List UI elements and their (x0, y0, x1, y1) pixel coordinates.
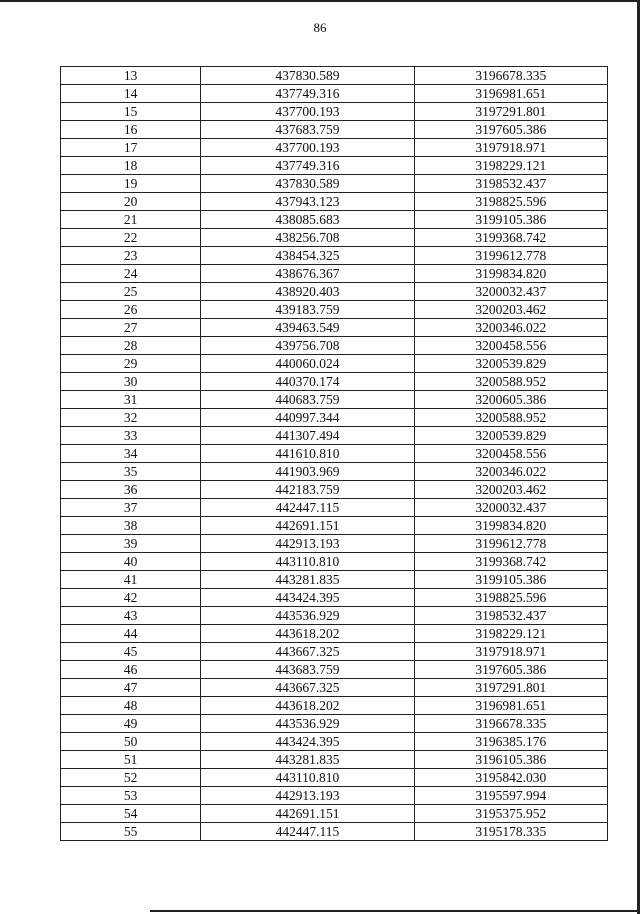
y-coordinate-cell: 3195842.030 (414, 769, 607, 787)
table-row (61, 607, 608, 625)
x-coordinate-cell: 443281.835 (201, 571, 414, 589)
x-coordinate-cell: 437830.589 (201, 67, 414, 85)
x-coordinate-cell: 438676.367 (201, 265, 414, 283)
point-number-cell: 35 (61, 463, 201, 481)
y-coordinate-cell: 3196105.386 (414, 751, 607, 769)
y-coordinate-cell: 3198825.596 (414, 589, 607, 607)
x-coordinate-cell: 443536.929 (201, 607, 414, 625)
table-row (61, 283, 608, 301)
point-number-cell: 32 (61, 409, 201, 427)
x-coordinate-cell: 443424.395 (201, 589, 414, 607)
x-coordinate-cell: 443424.395 (201, 733, 414, 751)
table-row (61, 481, 608, 499)
point-number-cell: 28 (61, 337, 201, 355)
y-coordinate-cell: 3195597.994 (414, 787, 607, 805)
x-coordinate-cell: 443536.929 (201, 715, 414, 733)
table-row (61, 697, 608, 715)
x-coordinate-cell: 437683.759 (201, 121, 414, 139)
table-row (61, 751, 608, 769)
point-number-cell: 42 (61, 589, 201, 607)
point-number-cell: 53 (61, 787, 201, 805)
y-coordinate-cell: 3200458.556 (414, 337, 607, 355)
table-row (61, 643, 608, 661)
x-coordinate-cell: 437749.316 (201, 157, 414, 175)
point-number-cell: 17 (61, 139, 201, 157)
x-coordinate-cell: 441903.969 (201, 463, 414, 481)
coordinates-table (60, 66, 608, 841)
point-number-cell: 50 (61, 733, 201, 751)
point-number-cell: 44 (61, 625, 201, 643)
x-coordinate-cell: 443667.325 (201, 679, 414, 697)
table-row (61, 715, 608, 733)
page-number: 86 (313, 20, 327, 35)
point-number-cell: 34 (61, 445, 201, 463)
y-coordinate-cell: 3199612.778 (414, 247, 607, 265)
point-number-cell: 14 (61, 85, 201, 103)
table-row (61, 103, 608, 121)
table-row (61, 319, 608, 337)
table-row (61, 355, 608, 373)
x-coordinate-cell: 442691.151 (201, 517, 414, 535)
x-coordinate-cell: 441307.494 (201, 427, 414, 445)
point-number-cell: 26 (61, 301, 201, 319)
x-coordinate-cell: 437700.193 (201, 139, 414, 157)
x-coordinate-cell: 439183.759 (201, 301, 414, 319)
point-number-cell: 19 (61, 175, 201, 193)
point-number-cell: 40 (61, 553, 201, 571)
table-row (61, 175, 608, 193)
table-row (61, 67, 608, 85)
table-row (61, 589, 608, 607)
y-coordinate-cell: 3198825.596 (414, 193, 607, 211)
y-coordinate-cell: 3199105.386 (414, 571, 607, 589)
point-number-cell: 52 (61, 769, 201, 787)
y-coordinate-cell: 3197605.386 (414, 121, 607, 139)
y-coordinate-cell: 3200203.462 (414, 301, 607, 319)
x-coordinate-cell: 439463.549 (201, 319, 414, 337)
y-coordinate-cell: 3198229.121 (414, 157, 607, 175)
y-coordinate-cell: 3200605.386 (414, 391, 607, 409)
x-coordinate-cell: 438256.708 (201, 229, 414, 247)
point-number-cell: 22 (61, 229, 201, 247)
x-coordinate-cell: 437943.123 (201, 193, 414, 211)
y-coordinate-cell: 3199834.820 (414, 517, 607, 535)
y-coordinate-cell: 3197291.801 (414, 103, 607, 121)
point-number-cell: 43 (61, 607, 201, 625)
y-coordinate-cell: 3197291.801 (414, 679, 607, 697)
y-coordinate-cell: 3196678.335 (414, 67, 607, 85)
table-row (61, 373, 608, 391)
x-coordinate-cell: 440997.344 (201, 409, 414, 427)
x-coordinate-cell: 440370.174 (201, 373, 414, 391)
y-coordinate-cell: 3199612.778 (414, 535, 607, 553)
table-row (61, 301, 608, 319)
coordinates-table-body (61, 67, 608, 841)
point-number-cell: 23 (61, 247, 201, 265)
table-row (61, 733, 608, 751)
table-row (61, 571, 608, 589)
y-coordinate-cell: 3197918.971 (414, 643, 607, 661)
table-row (61, 337, 608, 355)
point-number-cell: 49 (61, 715, 201, 733)
x-coordinate-cell: 442447.115 (201, 499, 414, 517)
point-number-cell: 18 (61, 157, 201, 175)
table-row (61, 211, 608, 229)
y-coordinate-cell: 3200588.952 (414, 409, 607, 427)
y-coordinate-cell: 3197918.971 (414, 139, 607, 157)
table-row (61, 553, 608, 571)
x-coordinate-cell: 442913.193 (201, 787, 414, 805)
table-row (61, 769, 608, 787)
point-number-cell: 20 (61, 193, 201, 211)
y-coordinate-cell: 3196385.176 (414, 733, 607, 751)
point-number-cell: 51 (61, 751, 201, 769)
table-row (61, 139, 608, 157)
x-coordinate-cell: 443683.759 (201, 661, 414, 679)
table-row (61, 157, 608, 175)
x-coordinate-cell: 437749.316 (201, 85, 414, 103)
x-coordinate-cell: 440683.759 (201, 391, 414, 409)
table-row (61, 391, 608, 409)
x-coordinate-cell: 442691.151 (201, 805, 414, 823)
y-coordinate-cell: 3200458.556 (414, 445, 607, 463)
table-row (61, 499, 608, 517)
y-coordinate-cell: 3200539.829 (414, 427, 607, 445)
table-row (61, 409, 608, 427)
y-coordinate-cell: 3200032.437 (414, 499, 607, 517)
y-coordinate-cell: 3195375.952 (414, 805, 607, 823)
point-number-cell: 29 (61, 355, 201, 373)
point-number-cell: 30 (61, 373, 201, 391)
point-number-cell: 27 (61, 319, 201, 337)
point-number-cell: 13 (61, 67, 201, 85)
table-row (61, 193, 608, 211)
y-coordinate-cell: 3200539.829 (414, 355, 607, 373)
y-coordinate-cell: 3198532.437 (414, 175, 607, 193)
point-number-cell: 47 (61, 679, 201, 697)
x-coordinate-cell: 439756.708 (201, 337, 414, 355)
y-coordinate-cell: 3199105.386 (414, 211, 607, 229)
x-coordinate-cell: 438920.403 (201, 283, 414, 301)
point-number-cell: 45 (61, 643, 201, 661)
x-coordinate-cell: 437700.193 (201, 103, 414, 121)
y-coordinate-cell: 3199368.742 (414, 229, 607, 247)
x-coordinate-cell: 443618.202 (201, 625, 414, 643)
point-number-cell: 24 (61, 265, 201, 283)
y-coordinate-cell: 3196981.651 (414, 697, 607, 715)
point-number-cell: 38 (61, 517, 201, 535)
table-row (61, 265, 608, 283)
y-coordinate-cell: 3198229.121 (414, 625, 607, 643)
y-coordinate-cell: 3199834.820 (414, 265, 607, 283)
table-row (61, 229, 608, 247)
point-number-cell: 15 (61, 103, 201, 121)
table-row (61, 463, 608, 481)
point-number-cell: 25 (61, 283, 201, 301)
y-coordinate-cell: 3200032.437 (414, 283, 607, 301)
y-coordinate-cell: 3197605.386 (414, 661, 607, 679)
point-number-cell: 55 (61, 823, 201, 841)
y-coordinate-cell: 3196678.335 (414, 715, 607, 733)
y-coordinate-cell: 3200588.952 (414, 373, 607, 391)
x-coordinate-cell: 442183.759 (201, 481, 414, 499)
x-coordinate-cell: 443110.810 (201, 553, 414, 571)
table-row (61, 625, 608, 643)
x-coordinate-cell: 440060.024 (201, 355, 414, 373)
point-number-cell: 36 (61, 481, 201, 499)
scan-border-top (0, 0, 640, 2)
table-row (61, 517, 608, 535)
y-coordinate-cell: 3196981.651 (414, 85, 607, 103)
x-coordinate-cell: 443667.325 (201, 643, 414, 661)
table-row (61, 247, 608, 265)
table-row (61, 805, 608, 823)
table-row (61, 427, 608, 445)
y-coordinate-cell: 3200346.022 (414, 463, 607, 481)
x-coordinate-cell: 438454.325 (201, 247, 414, 265)
y-coordinate-cell: 3195178.335 (414, 823, 607, 841)
table-row (61, 535, 608, 553)
point-number-cell: 48 (61, 697, 201, 715)
x-coordinate-cell: 443110.810 (201, 769, 414, 787)
table-row (61, 85, 608, 103)
point-number-cell: 33 (61, 427, 201, 445)
point-number-cell: 37 (61, 499, 201, 517)
table-row (61, 445, 608, 463)
table-row (61, 823, 608, 841)
x-coordinate-cell: 442913.193 (201, 535, 414, 553)
table-row (61, 121, 608, 139)
table-row (61, 661, 608, 679)
point-number-cell: 39 (61, 535, 201, 553)
point-number-cell: 41 (61, 571, 201, 589)
point-number-cell: 31 (61, 391, 201, 409)
y-coordinate-cell: 3200203.462 (414, 481, 607, 499)
point-number-cell: 21 (61, 211, 201, 229)
x-coordinate-cell: 443618.202 (201, 697, 414, 715)
scan-border-bottom (150, 910, 640, 912)
x-coordinate-cell: 443281.835 (201, 751, 414, 769)
y-coordinate-cell: 3199368.742 (414, 553, 607, 571)
point-number-cell: 54 (61, 805, 201, 823)
x-coordinate-cell: 441610.810 (201, 445, 414, 463)
x-coordinate-cell: 442447.115 (201, 823, 414, 841)
x-coordinate-cell: 437830.589 (201, 175, 414, 193)
table-row (61, 787, 608, 805)
x-coordinate-cell: 438085.683 (201, 211, 414, 229)
y-coordinate-cell: 3200346.022 (414, 319, 607, 337)
table-row (61, 679, 608, 697)
y-coordinate-cell: 3198532.437 (414, 607, 607, 625)
point-number-cell: 16 (61, 121, 201, 139)
point-number-cell: 46 (61, 661, 201, 679)
